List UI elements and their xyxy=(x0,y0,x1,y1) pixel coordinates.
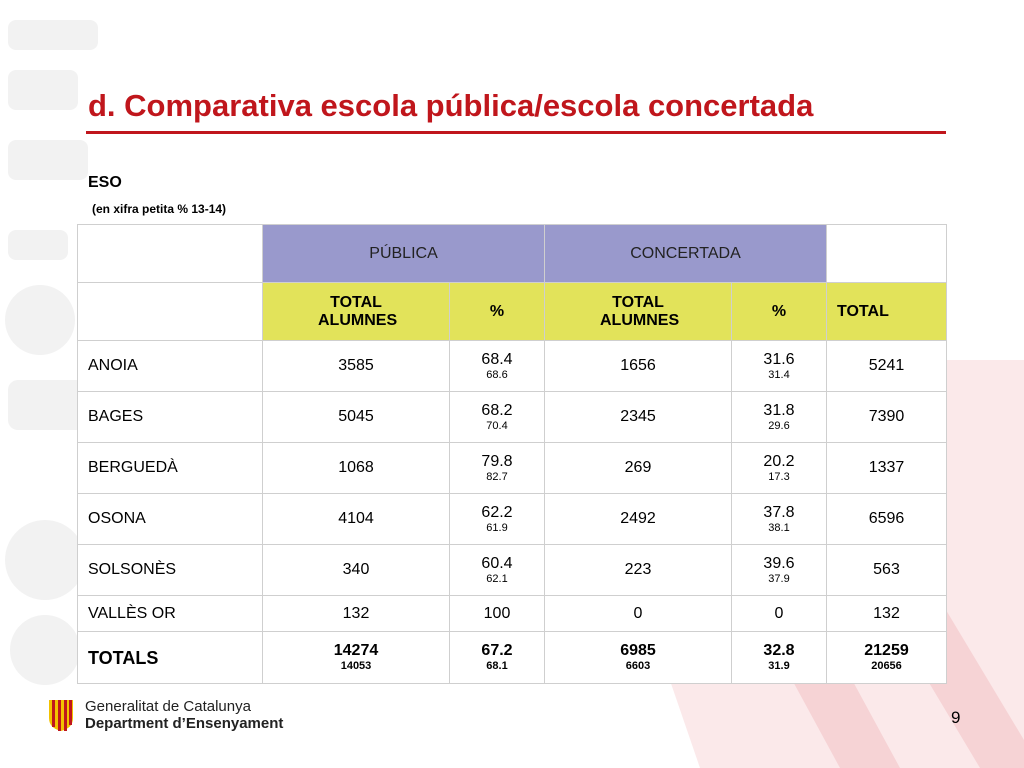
pub-pct-prev: 70.4 xyxy=(486,419,508,432)
pub-pct: 60.4 xyxy=(481,554,513,572)
con-pct: 31.8 xyxy=(763,401,795,419)
empty-subheader-cell xyxy=(78,283,263,341)
con-total: 6985 xyxy=(620,642,656,659)
title-underline xyxy=(86,131,946,134)
pub-pct: 68.4 xyxy=(481,350,513,368)
row-name: OSONA xyxy=(78,494,263,545)
table-row xyxy=(78,596,947,632)
grand-total: 21259 xyxy=(864,642,909,659)
subheader-total: TOTAL xyxy=(827,283,947,341)
grand-total-prev: 20656 xyxy=(871,660,902,672)
pub-total-cell: 3585 xyxy=(263,341,450,392)
con-pct-prev: 29.6 xyxy=(768,419,790,432)
table-row xyxy=(78,392,947,443)
con-total-cell: 269 xyxy=(545,443,732,494)
con-pct: 39.6 xyxy=(763,554,795,572)
logo-line-department: Department d’Ensenyament xyxy=(85,715,284,732)
pub-total-cell: 132 xyxy=(263,596,450,632)
pub-pct: 62.2 xyxy=(481,503,513,521)
con-total-cell: 2492 xyxy=(545,494,732,545)
pub-total-cell: 1068 xyxy=(263,443,450,494)
comparison-table xyxy=(77,224,947,684)
con-pct-cell: 0 xyxy=(732,596,827,632)
con-pct-prev: 38.1 xyxy=(768,521,790,534)
pub-pct-cell xyxy=(450,341,545,392)
pub-pct-prev: 82.7 xyxy=(486,470,508,483)
row-name: ANOIA xyxy=(78,341,263,392)
con-pct-cell xyxy=(732,392,827,443)
con-pct: 31.6 xyxy=(763,350,795,368)
pub-pct-cell: 100 xyxy=(450,596,545,632)
logo-line-generalitat: Generalitat de Catalunya xyxy=(85,698,251,715)
section-note: (en xifra petita % 13-14) xyxy=(92,202,227,216)
con-pct: 32.8 xyxy=(763,642,795,659)
pub-total-cell: 340 xyxy=(263,545,450,596)
pub-pct-prev: 62.1 xyxy=(486,572,508,585)
section-label: ESO xyxy=(88,174,122,191)
pub-total-prev: 14053 xyxy=(340,660,372,672)
pub-total-cell: 5045 xyxy=(263,392,450,443)
pub-pct-cell xyxy=(450,632,545,684)
header-publica: PÚBLICA xyxy=(263,225,545,283)
pub-pct-cell xyxy=(450,392,545,443)
table-row xyxy=(78,341,947,392)
total-cell: 7390 xyxy=(827,392,947,443)
row-name: SOLSONÈS xyxy=(78,545,263,596)
pub-pct-cell xyxy=(450,443,545,494)
con-pct-prev: 31.4 xyxy=(768,368,790,381)
page-title: d. Comparativa escola pública/escola concertada xyxy=(88,88,814,123)
pub-pct-prev: 68.6 xyxy=(486,368,508,381)
table-row xyxy=(78,494,947,545)
con-pct: 20.2 xyxy=(763,452,795,470)
sub-header-row xyxy=(78,283,947,341)
pub-pct-prev: 68.1 xyxy=(486,660,508,672)
con-total-cell: 0 xyxy=(545,596,732,632)
con-pct-cell xyxy=(732,443,827,494)
grand-total-cell xyxy=(827,632,947,684)
row-name: VALLÈS OR xyxy=(78,596,263,632)
pub-pct-prev: 61.9 xyxy=(486,521,508,534)
total-cell: 132 xyxy=(827,596,947,632)
pub-pct: 79.8 xyxy=(481,452,513,470)
row-name: BERGUEDÀ xyxy=(78,443,263,494)
generalitat-senyera-icon xyxy=(47,698,75,732)
header-concertada: CONCERTADA xyxy=(545,225,827,283)
table-row xyxy=(78,443,947,494)
subheader-pub-pct: % xyxy=(450,283,545,341)
pub-total-cell xyxy=(263,632,450,684)
subheader-con-total: TOTAL ALUMNES xyxy=(545,283,732,341)
con-pct-prev: 31.9 xyxy=(768,660,790,672)
con-total-cell xyxy=(545,632,732,684)
con-pct: 37.8 xyxy=(763,503,795,521)
con-total-cell: 2345 xyxy=(545,392,732,443)
total-cell: 1337 xyxy=(827,443,947,494)
row-name: BAGES xyxy=(78,392,263,443)
total-cell: 563 xyxy=(827,545,947,596)
con-total-cell: 1656 xyxy=(545,341,732,392)
con-pct-cell xyxy=(732,494,827,545)
total-cell: 5241 xyxy=(827,341,947,392)
pub-total-cell: 4104 xyxy=(263,494,450,545)
table-row xyxy=(78,545,947,596)
empty-header-cell xyxy=(827,225,947,283)
con-total-cell: 223 xyxy=(545,545,732,596)
con-pct-cell xyxy=(732,632,827,684)
pub-pct-cell xyxy=(450,545,545,596)
subheader-pub-total: TOTAL ALUMNES xyxy=(263,283,450,341)
page-number: 9 xyxy=(951,708,961,727)
empty-corner-cell xyxy=(78,225,263,283)
total-cell: 6596 xyxy=(827,494,947,545)
pub-pct: 68.2 xyxy=(481,401,513,419)
con-pct-prev: 37.9 xyxy=(768,572,790,585)
group-header-row xyxy=(78,225,947,283)
con-total-prev: 6603 xyxy=(625,660,651,672)
con-pct-prev: 17.3 xyxy=(768,470,790,483)
con-pct-cell xyxy=(732,341,827,392)
generalitat-logo xyxy=(47,698,283,732)
pub-pct-cell xyxy=(450,494,545,545)
pub-pct: 67.2 xyxy=(481,642,513,659)
totals-row xyxy=(78,632,947,684)
totals-label: TOTALS xyxy=(78,632,263,684)
pub-total: 14274 xyxy=(333,642,379,659)
subheader-con-pct: % xyxy=(732,283,827,341)
con-pct-cell xyxy=(732,545,827,596)
